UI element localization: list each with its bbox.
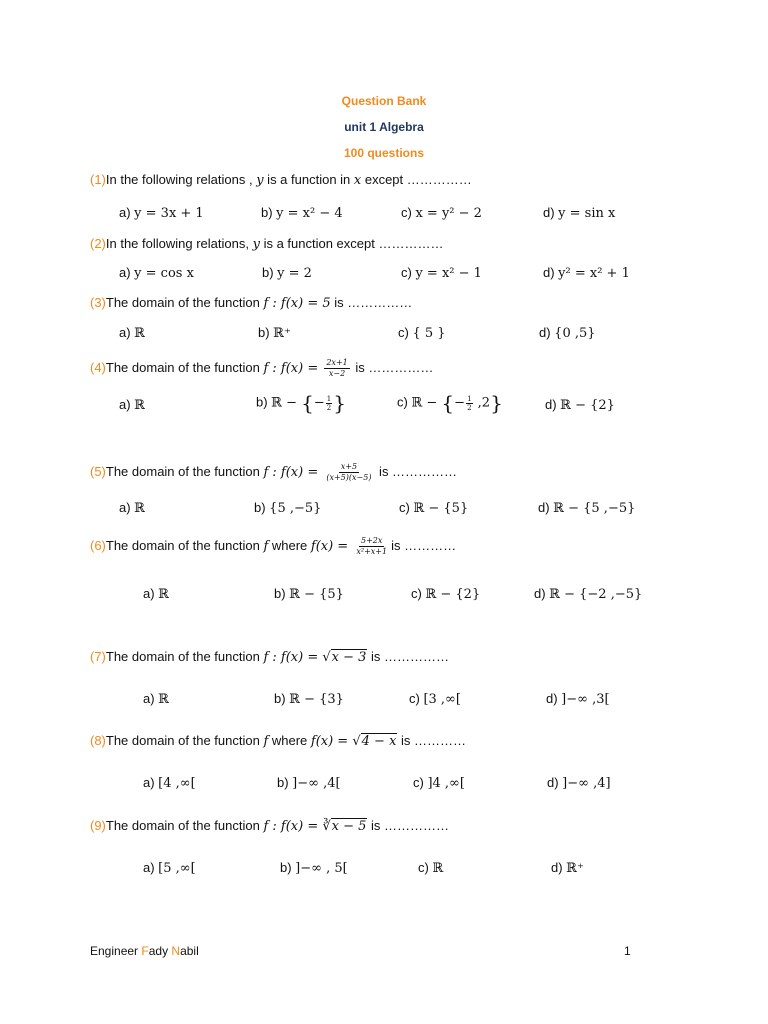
fraction: $\frac{2x+1}{x-2}$ [326, 358, 348, 378]
option-c: c) ℝ [418, 860, 444, 876]
question-3: (3)The domain of the function f : f(x) = 5 is …………… [90, 295, 413, 311]
option-c: c) ]4 ,∞[ [413, 775, 465, 791]
fraction: $\frac{5+2x}{\text{x²+x+1}}$ [356, 536, 388, 556]
question-8: (8)The domain of the function f where f(x) = √4 − x is ………… [90, 733, 467, 749]
option-d: d) ]−∞ ,3[ [546, 691, 610, 707]
option-a: a) ℝ [143, 586, 169, 602]
option-b: b) ℝ − {− $\frac{1}{2}$ } [256, 391, 346, 415]
question-6: (6)The domain of the function f where f(x) = $\frac{5+2x}{\text{x²+x+1}}$ is ………… [90, 536, 457, 556]
option-a: a) ℝ [119, 397, 145, 413]
option-c: c) ℝ − {− $\frac{1}{2}$ ,2} [397, 391, 503, 415]
option-b: b) ]−∞ ,4[ [277, 775, 341, 791]
option-b: b) ℝ − {3} [274, 691, 344, 707]
option-c: c) ℝ − {5} [399, 500, 469, 516]
option-b: b) ]−∞ , 5[ [280, 860, 348, 876]
option-b: b) ℝ⁺ [258, 325, 291, 341]
option-a: a) [4 ,∞[ [143, 775, 196, 791]
option-b: b) ℝ − {5} [274, 586, 344, 602]
fraction: $\frac{x+5}{(x+5)(x-5)}$ [326, 462, 372, 482]
doc-count: 100 questions [343, 146, 425, 160]
question-number: (8) [90, 733, 106, 748]
question-number: (4) [90, 359, 106, 375]
option-a: a) ℝ [119, 500, 145, 516]
question-number: (2) [90, 236, 106, 251]
option-b: b) y = 2 [262, 265, 312, 281]
option-d: d) {0 ,5} [539, 325, 596, 341]
option-d: d) ℝ − {5 ,−5} [538, 500, 636, 516]
option-d: d) ℝ − {−2 ,−5} [534, 586, 643, 602]
question-1: (1)In the following relations , y is a function in x except …………… [90, 172, 472, 188]
option-a: a) ℝ [119, 325, 145, 341]
option-d: d) y = sin x [543, 205, 616, 221]
doc-unit: unit 1 Algebra [344, 120, 424, 134]
cube-root: ∛x − 5 [322, 819, 367, 834]
question-number: (3) [90, 295, 106, 310]
option-d: d) y² = x² + 1 [543, 265, 630, 281]
option-d: d) ]−∞ ,4] [547, 775, 611, 791]
option-c: c) [3 ,∞[ [409, 691, 461, 707]
option-b: b) {5 ,−5} [254, 500, 322, 516]
option-a: a) ℝ [143, 691, 169, 707]
question-2: (2)In the following relations, y is a function except …………… [90, 236, 444, 252]
question-number: (5) [90, 463, 106, 479]
page-number: 1 [624, 944, 631, 958]
option-d: d) ℝ⁺ [551, 860, 584, 876]
option-c: c) { 5 } [398, 325, 446, 341]
sqrt: √x − 3 [322, 650, 367, 665]
question-4: (4)The domain of the function f : f(x) = $\frac{2x+1}{x-2}$ is …………… [90, 358, 434, 378]
option-c: c) ℝ − {2} [411, 586, 481, 602]
option-a: a) y = cos x [119, 265, 194, 281]
option-c: c) y = x² − 1 [401, 265, 482, 281]
option-c: c) x = y² − 2 [401, 205, 482, 221]
option-d: d) ℝ − {2} [545, 397, 615, 413]
sqrt: √4 − x [352, 734, 397, 749]
option-a: a) [5 ,∞[ [143, 860, 196, 876]
question-number: (7) [90, 649, 106, 664]
footer-author: Engineer Fady Nabil [90, 944, 199, 958]
question-5: (5)The domain of the function f : f(x) = $\frac{x+5}{(x+5)(x-5)}$ is …………… [90, 462, 458, 482]
question-number: (1) [90, 172, 106, 187]
question-9: (9)The domain of the function f : f(x) = ∛x − 5 is …………… [90, 818, 450, 834]
question-7: (7)The domain of the function f : f(x) = √x − 3 is …………… [90, 649, 450, 665]
question-number: (9) [90, 818, 106, 833]
option-b: b) y = x² − 4 [261, 205, 343, 221]
question-number: (6) [90, 537, 106, 553]
option-a: a) y = 3x + 1 [119, 205, 204, 221]
doc-title: Question Bank [341, 94, 427, 108]
